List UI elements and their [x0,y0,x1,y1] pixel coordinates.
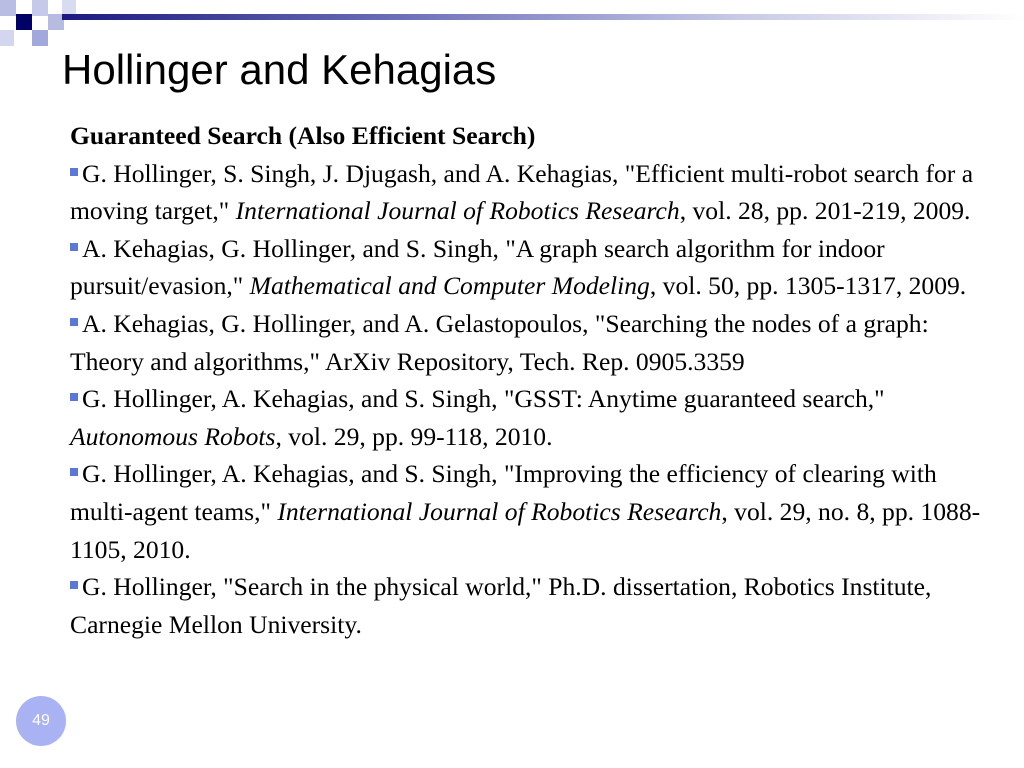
square-bullet-icon [70,581,78,589]
reference-text: G. Hollinger, A. Kehagias, and S. Singh, "Improving the efficiency of clearing with multi-agent teams," [70,459,937,526]
reference-text: A. Kehagias, G. Hollinger, and A. Gelastopoulos, "Searching the nodes of a graph: Theory and algorithms," ArXiv Repository, Tech. Rep. 0905.3359 [70,308,929,376]
title-gradient-bar [62,14,1024,20]
reference-venue: International Journal of Robotics Research [277,496,722,526]
slide-content [70,117,985,643]
slide-title: Hollinger and Kehagias [62,46,497,93]
reference-text: A. Kehagias, G. Hollinger, and S. Singh, "A graph search algorithm for indoor pursuit/evasion," [70,233,885,301]
slide-number-badge: 49 [16,696,66,746]
reference-details: , vol. 29, pp. 99-118, 2010. [275,421,553,451]
square-bullet-icon [70,393,78,401]
reference-venue: International Journal of Robotics Research [235,196,680,226]
decor-square [32,0,48,16]
reference-item [70,155,985,230]
reference-venue: Autonomous Robots [70,421,276,451]
reference-details: , vol. 50, pp. 1305-1317, 2009. [649,271,967,301]
reference-details: , vol. 28, pp. 201-219, 2009. [679,196,971,226]
reference-item [70,305,985,380]
reference-text: G. Hollinger, "Search in the physical world," Ph.D. dissertation, Robotics Institute, Carnegie Mellon University. [70,572,932,639]
reference-details: , vol. 29, no. 8, pp. 1088-1105, 2010. [70,496,981,564]
reference-text: G. Hollinger, A. Kehagias, and S. Singh, "GSST: Anytime guaranteed search," [82,384,885,414]
reference-item [70,230,985,305]
section-heading: Guaranteed Search (Also Efficient Search) [70,121,536,150]
decor-square [16,14,32,30]
reference-item [70,380,985,455]
square-bullet-icon [70,168,78,176]
square-bullet-icon [70,468,78,476]
reference-text: G. Hollinger, S. Singh, J. Djugash, and A. Kehagias, "Efficient multi-robot search for a moving target," [70,158,974,226]
reference-item [70,455,985,568]
decor-square [0,30,14,46]
square-bullet-icon [70,318,78,326]
decor-square [62,0,76,14]
reference-item [70,568,985,643]
reference-venue: Mathematical and Computer Modeling [249,271,650,301]
square-bullet-icon [70,243,78,251]
decor-square [0,0,16,16]
decor-square [32,30,48,46]
